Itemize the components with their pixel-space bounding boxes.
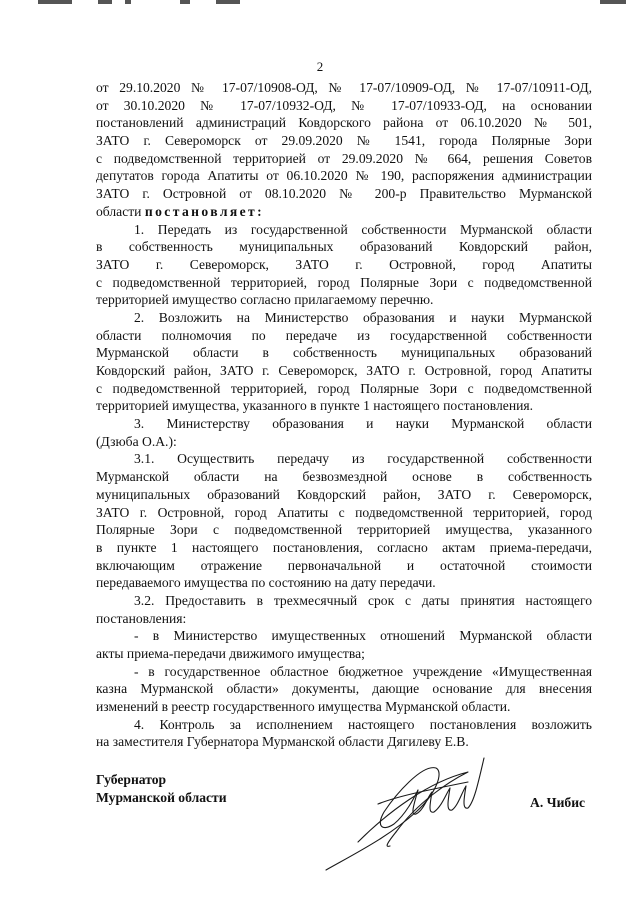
signatory-name: А. Чибис [530, 795, 586, 810]
scan-edge-mark [180, 0, 190, 4]
text-line [96, 557, 592, 575]
text-line-content: включающим отражение первоначальной и остаточной стоимости [96, 557, 592, 573]
text-line [96, 238, 592, 256]
text-line-content: ЗАТО г. Островной, город Апатиты с подведомственной территорией, город [96, 504, 592, 520]
signatory-position [96, 771, 227, 806]
scan-edge-mark [98, 0, 112, 4]
text-line-content: 2. Возложить на Министерство образования и науки Мурманской [134, 309, 592, 325]
text-line-content: постановлений администраций Ковдорского района от 06.10.2020 № 501, [96, 115, 592, 131]
text-line [96, 627, 592, 645]
text-line [96, 344, 592, 362]
text-line-content: постановления: [96, 610, 187, 626]
text-line [96, 521, 592, 539]
text-line-content: в пункте 1 настоящего постановления, согласно актам приема-передачи, [96, 539, 592, 555]
scan-edge-mark [38, 0, 72, 4]
text-line [96, 680, 592, 698]
text-line [96, 592, 592, 610]
text-line-content: ЗАТО г. Островной от 08.10.2020 № 200-р Правительство Мурманской [96, 186, 592, 202]
text-line-content: - в государственное областное бюджетное учреждение «Имущественная [134, 663, 592, 679]
text-line-content: 3.2. Предоставить в трехмесячный срок с даты принятия настоящего [134, 592, 592, 608]
text-line [96, 362, 592, 380]
resolution-keyword: постановляет: [144, 203, 265, 219]
text-line [96, 504, 592, 522]
text-line [96, 167, 592, 185]
text-line-content: области [96, 203, 142, 219]
text-line [96, 397, 592, 415]
page-number: 2 [316, 59, 324, 74]
text-line-content: депутатов города Апатиты от 06.10.2020 № 190, распоряжения администрации [96, 168, 592, 184]
scan-edge-mark [125, 0, 131, 4]
text-line-content: с подведомственной территорией, город Полярные Зори с подведомственной [96, 274, 592, 290]
text-line [96, 468, 592, 486]
text-line-content: (Дзюба О.А.): [96, 433, 177, 449]
text-line-content: 3.1. Осуществить передачу из государственной собственности [134, 451, 592, 467]
text-line-content: Ковдорский район, ЗАТО г. Североморск, ЗАТО г. Островной, город Апатиты [96, 363, 592, 378]
signatory-position-line: Губернатор [96, 772, 167, 787]
text-line [96, 203, 592, 221]
text-line-content: Мурманской области в собственность муниципальных образований [96, 345, 592, 361]
text-line [96, 663, 592, 681]
text-line [96, 380, 592, 398]
document-body [96, 79, 592, 751]
text-line-content: области полномочия по передаче из государственной собственности [96, 327, 592, 343]
text-line-content: в собственность муниципальных образований Ковдорский район, [96, 239, 592, 255]
text-line-content: муниципальных образований Ковдорский район, ЗАТО г. Североморск, [96, 486, 592, 502]
text-line [96, 574, 592, 592]
text-line-content: ЗАТО г. Североморск, ЗАТО г. Островной, город Апатиты [96, 256, 592, 272]
text-line [96, 450, 592, 468]
text-line-content: Полярные Зори с подведомственной территорией имущества, указанного [96, 522, 592, 538]
text-line [96, 185, 592, 203]
text-line-content: изменений в реестр государственного имущества Мурманской области. [96, 699, 511, 715]
text-line-content: казна Мурманской области» документы, дающие основание для внесения [96, 681, 592, 697]
text-line-content: 3. Министерству образования и науки Мурманской области [134, 416, 592, 432]
text-line [96, 415, 592, 433]
signatory-position-line: Мурманской области [96, 789, 227, 805]
text-line-content: 1. Передать из государственной собственности Мурманской области [134, 221, 592, 237]
text-line [96, 486, 592, 504]
text-line [96, 291, 592, 309]
text-line [96, 698, 592, 716]
text-line-content: с подведомственной территорией от 29.09.2020 № 664, решения Советов [96, 150, 592, 166]
text-line [96, 79, 592, 97]
text-line [96, 610, 592, 628]
text-line [96, 327, 592, 345]
text-line-content: акты приема-передачи движимого имущества; [96, 646, 365, 661]
text-line-content: территорией имущество согласно прилагаемому перечню. [96, 292, 434, 308]
text-line [96, 114, 592, 132]
text-line-content: 4. Контроль за исполнением настоящего постановления возложить [134, 716, 592, 732]
text-line [96, 716, 592, 734]
scan-edge-mark [600, 0, 626, 4]
text-line [96, 309, 592, 327]
text-line-content: ЗАТО г. Североморск от 29.09.2020 № 1541, города Полярные Зори [96, 133, 592, 149]
scan-edge-mark [216, 0, 240, 4]
handwritten-signature [318, 742, 488, 882]
text-line-content: Мурманской области на безвозмездной основе в собственность [96, 469, 592, 485]
text-line [96, 645, 592, 663]
text-line-content: передаваемого имущества по состоянию на дату передачи. [96, 575, 436, 591]
text-line-content: - в Министерство имущественных отношений Мурманской области [134, 628, 592, 644]
text-line [96, 150, 592, 168]
text-line [96, 97, 592, 115]
text-line [96, 221, 592, 239]
text-line-content: от 29.10.2020 № 17-07/10908-ОД, № 17-07/10909-ОД, № 17-07/10911-ОД, [96, 80, 592, 95]
text-line [96, 433, 592, 451]
text-line-content: на заместителя Губернатора Мурманской области Дягилеву Е.В. [96, 734, 469, 750]
text-line-content: от 30.10.2020 № 17-07/10932-ОД, № 17-07/10933-ОД, на основании [96, 97, 592, 113]
text-line-content: с подведомственной территорией, город Полярные Зори с подведомственной [96, 380, 592, 396]
text-line [96, 274, 592, 292]
text-line [96, 256, 592, 274]
text-line [96, 132, 592, 150]
text-line [96, 539, 592, 557]
text-line-content: территорией имущества, указанного в пункте 1 настоящего постановления. [96, 398, 534, 414]
